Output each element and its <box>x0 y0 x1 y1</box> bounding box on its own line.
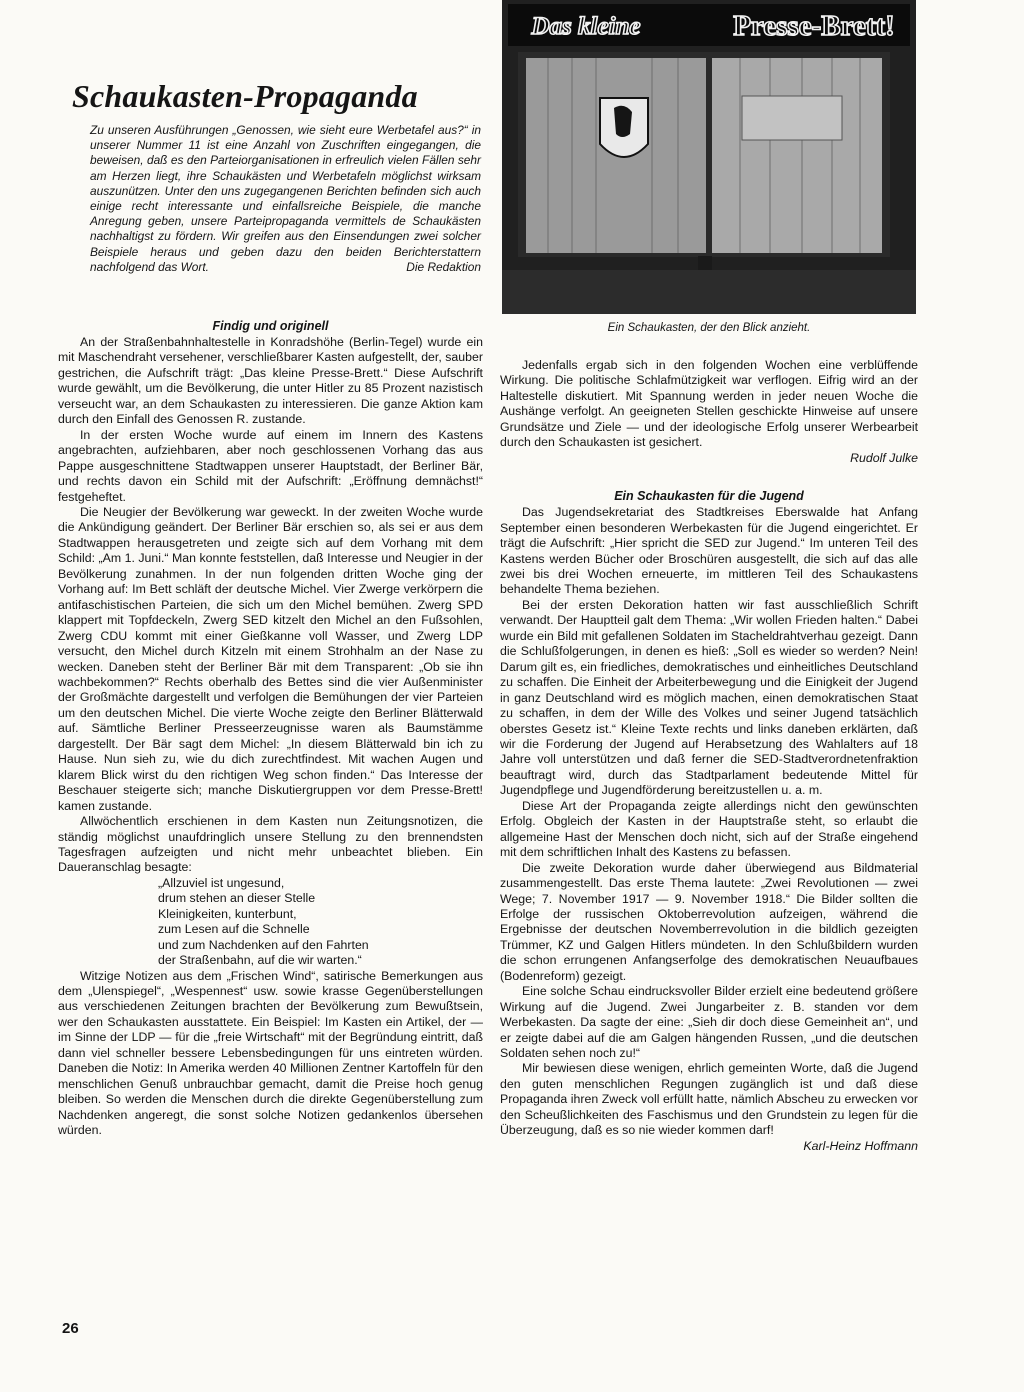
editorial-intro <box>90 123 481 275</box>
section1-author: Rudolf Julke <box>850 450 918 465</box>
section2-paragraph: Bei der ersten Dekoration hatten wir fast ausschließlich Schrift verwandt. Der Hauptteil galt dem Thema: „Wir wollen Frieden halten.“ Dabei wurde ein Bild mit gefallenen Soldaten im Stacheldrahtverhau gezeigt. Dann die Schlußfolgerungen, in denen es hieß: „Soll es wieder so werden? Nein! Darum gilt es, ein friedliches, demokratisches und einheitliches Deutschland zu schaffen. Die Einheit der Arbeiterbewegung und die Einigkeit der Jugend in ganz Deutschland wird es möglich machen, einen demokratischen Staat zu schaffen, in dem der Wille des Volkes und seiner Jugend tatsächlich oberstes Gesetz ist.“ Kleine Texte rechts und links daneben erklärten, daß wir die Forderung der Jugend auf Herabsetzung des Wahlalters auf 18 Jahre voll unterstützen und daß ferner die SED-Stadtverordnetenfraktion beauftragt wird, durch das Stadtparlament bedeutende Mittel für Jugendpflege und Jugendförderung bereitzustellen u. a. m. <box>500 597 918 798</box>
intro-text: Zu unseren Ausführungen „Genossen, wie sieht eure Werbetafel aus?“ in unserer Nummer 11 ist eine Anzahl von Zuschriften eingegangen, die beweisen, daß es den Parteiorganisationen in erfreulich vielen Fällen sehr am Herzen liegt, ihre Schaukästen und Werbetafeln möglichst wirksam auszunützen. Unter den uns zugegangenen Berichten befinden sich auch einige recht interessante und einfallsreiche Beispiele, die manche Anregung geben, unsere Parteipropaganda vermittels de Schaukästen nachhaltigst zu fördern. Wir greifen aus den Einsendungen zwei solcher Beispiele heraus und geben dazu den beiden Berichterstattern nachfolgend das Wort. <box>90 123 481 274</box>
section2-heading: Ein Schaukasten für die Jugend <box>614 489 804 504</box>
left-column <box>58 318 483 1139</box>
section1-continuation <box>500 358 918 466</box>
section2-paragraph: Mir bewiesen diese wenigen, ehrlich gemeinten Worte, daß die Jugend den guten menschlichen Regungen zugänglich ist und daß diese Propaganda ihren Zweck voll erfüllt hatte, nämlich Abscheu zu erwecken vor den Scheußlichkeiten des Faschismus und den Grundstein zu legen für die Überzeugung, daß es so nie wieder kommen darf! <box>500 1061 918 1138</box>
sign-word-presse-brett: Presse-Brett! <box>733 10 895 42</box>
section2-author: Karl-Heinz Hoffmann <box>803 1138 918 1153</box>
section1-heading: Findig und originell <box>212 319 329 333</box>
poster-verse: „Allzuviel ist ungesund, drum stehen an dieser Stelle Kleinigkeiten, kunterbunt, zum Lesen auf die Schnelle und zum Nachdenken auf den Fahrten der Straßenbahn, auf die wir warten.“ <box>158 875 369 968</box>
section2-paragraph: Das Jugendsekretariat des Stadtkreises Eberswalde hat Anfang September einen besonderen Werbekasten für die Jugend eingerichtet. Er trägt die Aufschrift: „Hier spricht die SED zur Jugend.“ Im unteren Teil des Kastens werden Bücher oder Broschüren ausgestellt, die sich auf das alle zwei bis drei Wochen erneuerte, im mittleren Teil des Schaukastens behandelte Thema beziehen. <box>500 505 918 597</box>
intro-signature: Die Redaktion <box>406 259 481 274</box>
page-number: 26 <box>62 1320 79 1337</box>
section1-paragraph: An der Straßenbahnhaltestelle in Konradshöhe (Berlin-Tegel) wurde ein mit Maschendraht versehener, verschließbarer Kasten aufgestellt, der, sauber gestrichen, die Aufschrift trägt: „Das kleine Presse-Brett.“ Diese Aufschrift wurde gewählt, um die Bevölkerung, die unter Hitler zu 85 Prozent nazistisch verseucht war, an dem Schaukasten zu interessieren. Die ganze Aktion kam durch den Einfall des Genossen R. zustande. <box>58 335 483 427</box>
photo-caption: Ein Schaukasten, der den Blick anzieht. <box>607 322 811 334</box>
right-column <box>500 358 918 1154</box>
section1-signature-line <box>500 451 918 466</box>
section2-body <box>500 505 918 1154</box>
section1-paragraph: In der ersten Woche wurde auf einem im Innern des Kastens angebrachten, aufziehbaren, aber noch geschlossenen Vorhang das aus Pappe ausgeschnittene Stadtwappen unserer Hauptstadt, der Berliner Bär, und rechts davon ein Schild mit der Aufschrift: „Eröffnung demnächst!“ festgeheftet. <box>58 427 483 504</box>
section1-paragraph: Allwöchentlich erschienen in dem Kasten nun Zeitungsnotizen, die ständig möglichst unaufdringlich unsere Stellung zu den brennendsten Tagesfragen aufzeigten und nicht mehr unbeachtet blieben. Ein Daueranschlag besagte: <box>58 814 483 875</box>
section2-paragraph: Eine solche Schau eindrucksvoller Bilder erzielt eine bedeutend größere Wirkung auf die Jugend. Zwei Jungarbeiter z. B. standen vor dem Werbekasten. Da sagte der eine: „Sieh dir doch diese Gemeinheit an“, und er zeigte dabei auf die am Galgen hängenden Russen, „und die deutschen Soldaten sehen noch zu!“ <box>500 984 918 1061</box>
sign-word-das-kleine: Das kleine <box>531 13 641 40</box>
section1-paragraph: Die Neugier der Bevölkerung war geweckt. In der zweiten Woche wurde die Ankündigung geändert. Der Berliner Bär erschien so, als sei er aus dem Stadtwappen herausgetreten und zeigte sich auf dem Vorhang mit dem Schild: „Am 1. Juni.“ Man konnte feststellen, daß Interesse und Neugier in der Bevölkerung zunahmen. In der nun folgenden dritten Woche ging der Vorhang auf: Im Bett schläft der deutsche Michel. Vier Zwerge verkörpern die antifaschistischen Parteien, die sich um den Michel bemühen. Zwerg SPD klappert mit Topfdeckeln, Zwerg SED kitzelt den Michel an den Fußsohlen, Zwerg CDU kommt mit einer Gießkanne voll Wasser, und Zwerg LDP versucht, den Michel durch Kitzeln mit einem Strohhalm an der Nase zu wecken. Daneben steht der Berliner Bär mit dem Transparent: „Ob sie ihn wachbekommen?“ Rechts oberhalb des Bettes sind die vier Außenminister der Großmächte dargestellt und verfolgen die Bemühungen der vier Parteien um den deutschen Michel. Die vierte Woche zeigte den Berliner Blätterwald auf. Sämtliche Berliner Presseerzeugnisse waren als Baumstämme dargestellt. Der Bär sagt dem Michel: „In diesem Blätterwald bin ich zu Hause. Nun sieh zu, wie du dich zurechtfindest. Mit wachen Augen und klarem Blick wirst du den richtigen Weg schon finden.“ Das Interesse der Beschauer steigerte sich; manche Diskutiergruppen vor dem Presse-Brett! kamen zustande. <box>58 504 483 813</box>
section2-signature-line <box>500 1139 918 1154</box>
schaukasten-photo <box>502 0 916 314</box>
section1-paragraph: Witzige Notizen aus dem „Frischen Wind“, satirische Bemerkungen aus dem „Ulenspiegel“, „Wespennest“ usw. sowie krasse Gegenüberstellungen aus verschiedenen Zeitungen brachten der Bevölkerung zum Bewußtsein, wer den Schaukasten ausstattete. Ein Beispiel: Im Kasten ein Artikel, der — im Sinne der LDP — für die „freie Wirtschaft“ mit der Begründung eintritt, daß dann viel schneller bessere Lebensbedingungen für uns eintreten würden. Daneben die Notiz: In Amerika werden 40 Millionen Zentner Kartoffeln für den menschlichen Genuß unbrauchbar gemacht, damit die Preise hoch genug bleiben. So werden die Menschen durch die direkte Gegenüberstellung zum Nachdenken angeregt, die sonst solche Notizen gedankenlos übersehen würden. <box>58 968 483 1138</box>
photo-illustration <box>502 0 916 314</box>
section1-body <box>58 335 483 1139</box>
section2-paragraph: Die zweite Dekoration wurde daher überwiegend aus Bildmaterial zusammengestellt. Das erste Thema lautete: „Zwei Revolutionen — zwei Wege; 7. November 1917 — 9. November 1918.“ Die Bilder sollten die Erfolge der russischen Oktoberrevolution aufzeigen, während die Ergebnisse der deutschen Novemberrevolution in die bildlich gezeigten Trümmer, KZ und Galgen Hitlers mündeten. In den Schlußbildern wurden die schon errungenen Anfangserfolge des demokratischen Neuaufbaues (Bodenreform) gezeigt. <box>500 860 918 983</box>
section1-paragraph: Jedenfalls ergab sich in den folgenden Wochen eine verblüffende Wirkung. Die politische Schlafmützigkeit war verflogen. Eifrig wird an der Haltestelle diskutiert. Mit Spannung werden in jeder neuen Woche die Aushänge verfolgt. An geeigneten Stellen geschickte Hinweise auf unsere Grundsätze und Ziele — und der ideologische Erfolg unserer Werbearbeit durch den Schaukasten ist gesichert. <box>500 358 918 450</box>
article-title: Schaukasten-Propaganda <box>72 78 418 114</box>
section2-paragraph: Diese Art der Propaganda zeigte allerdings nicht den gewünschten Erfolg. Obgleich der Kasten in der Hauptstraße steht, so erlaubt die allgemeine Hast der Menschen doch nicht, sich auf der Straße eingehend mit dem schriftlichen Inhalt des Kastens zu befassen. <box>500 798 918 860</box>
